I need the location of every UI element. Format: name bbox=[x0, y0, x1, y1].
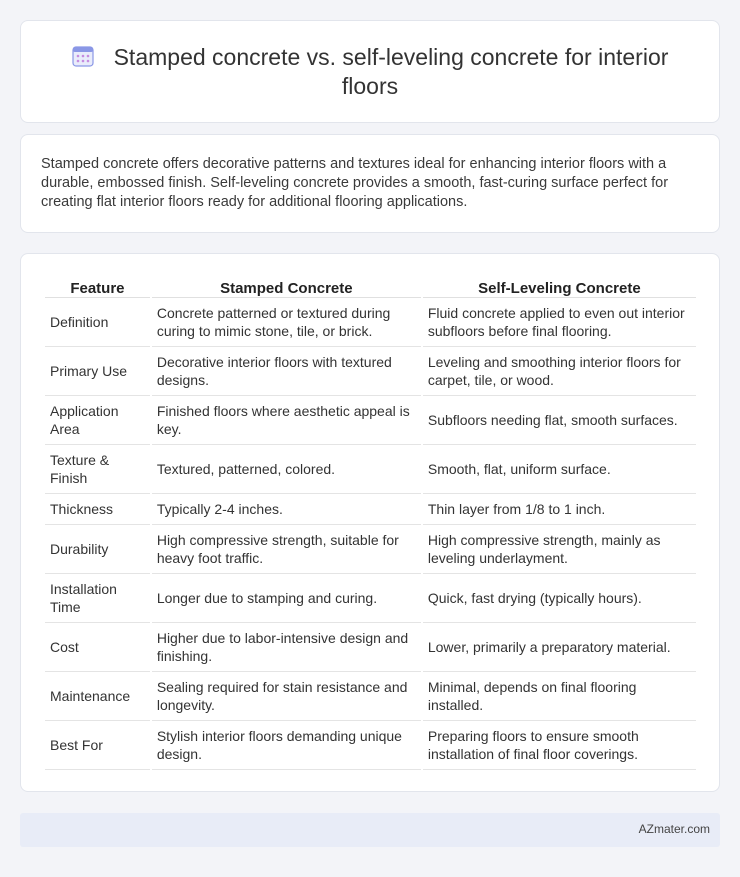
table-row bbox=[45, 347, 696, 396]
self-leveling-cell: Lower, primarily a preparatory material. bbox=[423, 623, 696, 672]
self-leveling-cell: Fluid concrete applied to even out interior subfloors before final flooring. bbox=[423, 298, 696, 347]
stamped-cell: Higher due to labor-intensive design and finishing. bbox=[152, 623, 421, 672]
self-leveling-cell: Smooth, flat, uniform surface. bbox=[423, 445, 696, 494]
feature-cell: Maintenance bbox=[45, 672, 150, 721]
stamped-cell: Decorative interior floors with textured designs. bbox=[152, 347, 421, 396]
table-row bbox=[45, 623, 696, 672]
feature-cell: Best For bbox=[45, 721, 150, 770]
stamped-cell: High compressive strength, suitable for heavy foot traffic. bbox=[152, 525, 421, 574]
table-row bbox=[45, 672, 696, 721]
feature-cell: Texture & Finish bbox=[45, 445, 150, 494]
intro-paragraph: Stamped concrete offers decorative patterns and textures ideal for enhancing interior floors with a durable, embossed finish. Self-leveling concrete provides a smooth, fast-curing surface perfect for creating flat interior floors ready for additional flooring applications. bbox=[41, 156, 669, 210]
calendar-icon bbox=[72, 45, 94, 67]
feature-cell: Primary Use bbox=[45, 347, 150, 396]
feature-cell: Application Area bbox=[45, 396, 150, 445]
stamped-cell: Typically 2-4 inches. bbox=[152, 494, 421, 525]
self-leveling-cell: Subfloors needing flat, smooth surfaces. bbox=[423, 396, 696, 445]
feature-cell: Thickness bbox=[45, 494, 150, 525]
self-leveling-cell: Preparing floors to ensure smooth installation of final floor coverings. bbox=[423, 721, 696, 770]
table-row bbox=[45, 721, 696, 770]
stamped-cell: Longer due to stamping and curing. bbox=[152, 574, 421, 623]
feature-cell: Durability bbox=[45, 525, 150, 574]
self-leveling-cell: High compressive strength, mainly as leveling underlayment. bbox=[423, 525, 696, 574]
header-self-leveling: Self-Leveling Concrete bbox=[423, 276, 696, 298]
feature-cell: Definition bbox=[45, 298, 150, 347]
title-wrap bbox=[51, 43, 689, 101]
stamped-cell: Textured, patterned, colored. bbox=[152, 445, 421, 494]
header-feature: Feature bbox=[45, 276, 150, 298]
table-header-row bbox=[45, 276, 696, 298]
comparison-table bbox=[43, 276, 698, 770]
stamped-cell: Concrete patterned or textured during curing to mimic stone, tile, or brick. bbox=[152, 298, 421, 347]
table-row bbox=[45, 525, 696, 574]
self-leveling-cell: Leveling and smoothing interior floors for carpet, tile, or wood. bbox=[423, 347, 696, 396]
footer-brand: AZmater.com bbox=[638, 822, 710, 836]
table-row bbox=[45, 396, 696, 445]
title-card bbox=[20, 20, 720, 123]
header-stamped: Stamped Concrete bbox=[152, 276, 421, 298]
self-leveling-cell: Thin layer from 1/8 to 1 inch. bbox=[423, 494, 696, 525]
table-row bbox=[45, 574, 696, 623]
footer-bar bbox=[20, 813, 720, 847]
feature-cell: Cost bbox=[45, 623, 150, 672]
table-row bbox=[45, 445, 696, 494]
stamped-cell: Stylish interior floors demanding unique design. bbox=[152, 721, 421, 770]
feature-cell: Installation Time bbox=[45, 574, 150, 623]
comparison-table-card bbox=[20, 253, 720, 792]
page-title: Stamped concrete vs. self-leveling concrete for interior floors bbox=[113, 44, 669, 99]
self-leveling-cell: Minimal, depends on final flooring installed. bbox=[423, 672, 696, 721]
stamped-cell: Sealing required for stain resistance and longevity. bbox=[152, 672, 421, 721]
intro-card bbox=[20, 134, 720, 233]
table-row bbox=[45, 298, 696, 347]
stamped-cell: Finished floors where aesthetic appeal is key. bbox=[152, 396, 421, 445]
self-leveling-cell: Quick, fast drying (typically hours). bbox=[423, 574, 696, 623]
table-row bbox=[45, 494, 696, 525]
